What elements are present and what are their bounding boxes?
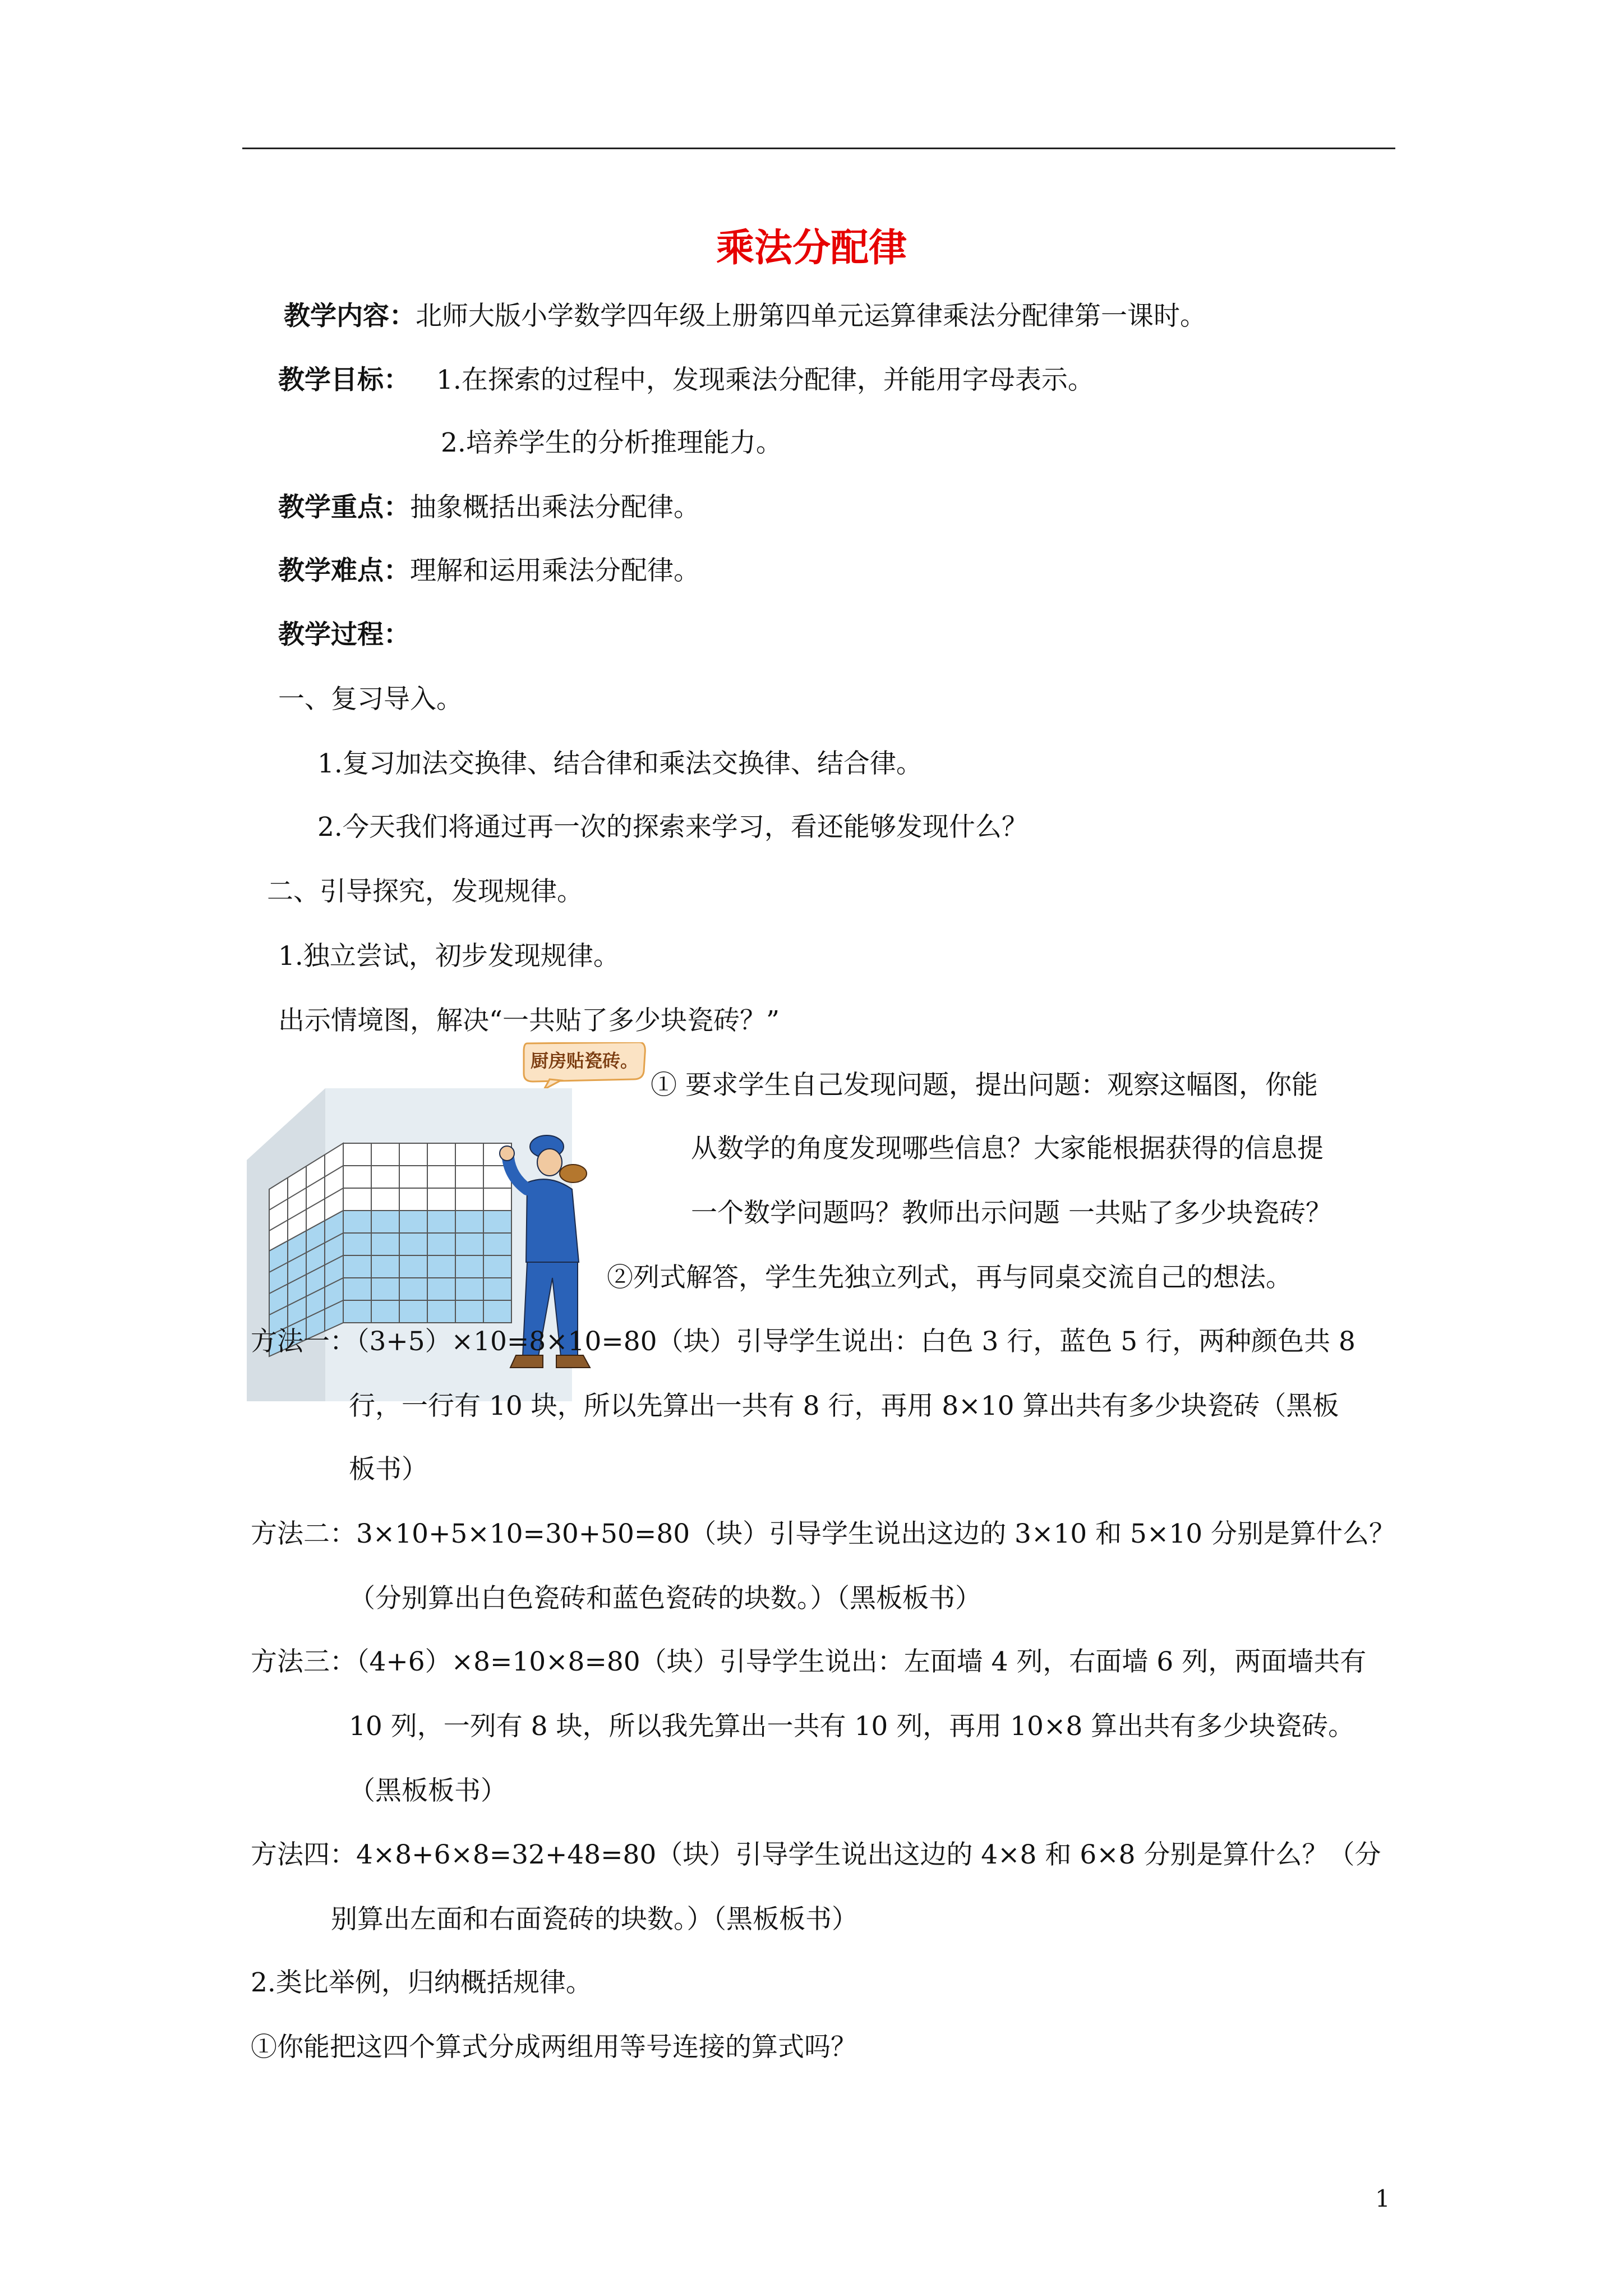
caption-text: 厨房贴瓷砖。 [530,1050,639,1071]
section1-heading: 一、复习导入。 [278,684,463,715]
teaching-content-label: 教学内容： [284,301,416,332]
page-title: 乘法分配律 [716,226,907,270]
process-label: 教学过程： [278,619,410,650]
key-point [278,491,700,524]
instruction-1-line-1: ① 要求学生自己发现问题，提出问题：观察这幅图，你能 [651,1070,1318,1101]
section2-sub2: 2.类比举例，归纳概括规律。 [251,1967,592,1998]
method-2-line-1: 方法二：3×10+5×10=30+50=80（块）引导学生说出这边的 3×10 和 5×10 分别是算什么？ [251,1519,1396,1549]
header-rule [242,148,1395,149]
objective-2: 2.培养学生的分析推理能力。 [441,427,782,458]
instruction-1-line-2: 从数学的角度发现哪些信息？大家能根据获得的信息提 [691,1133,1324,1164]
question-1: ①你能把这四个算式分成两组用等号连接的算式吗？ [251,2032,857,2063]
teaching-objectives [278,364,1094,397]
section2-sub1: 1.独立尝试，初步发现规律。 [278,941,620,972]
difficulty-label: 教学难点： [278,555,410,586]
method-1-line-1: 方法一：（3+5）×10=8×10=80（块）引导学生说出：白色 3 行，蓝色 5 行，两种颜色共 8 [251,1326,1355,1357]
scene-prompt: 出示情境图，解决“一共贴了多少块瓷砖？” [278,1005,780,1036]
method-4-line-1: 方法四：4×8+6×8=32+48=80（块）引导学生说出这边的 4×8 和 6×8 分别是算什么？（分 [251,1839,1381,1870]
key-point-text: 抽象概括出乘法分配律。 [410,492,700,523]
method-3-line-1: 方法三：（4+6）×8=10×8=80（块）引导学生说出：左面墙 4 列，右面墙 6 列，两面墙共有 [251,1646,1367,1677]
teaching-content [284,300,1206,333]
instruction-1-line-3: 一个数学问题吗？教师出示问题 一共贴了多少块瓷砖？ [691,1198,1332,1228]
teaching-content-text: 北师大版小学数学四年级上册第四单元运算律乘法分配律第一课时。 [416,301,1206,332]
method-1-line-3: 板书） [349,1454,428,1485]
key-point-label: 教学重点： [278,492,410,523]
caption-bubble [524,1042,645,1089]
section1-item-1: 1.复习加法交换律、结合律和乘法交换律、结合律。 [317,748,923,779]
method-2-line-2: （分别算出白色瓷砖和蓝色瓷砖的块数。）（黑板板书） [349,1583,981,1614]
section1-item-2: 2.今天我们将通过再一次的探索来学习，看还能够发现什么？ [317,812,1028,843]
right-wall-tiles [343,1143,511,1323]
teaching-objectives-label: 教学目标： [278,365,410,395]
method-1-line-2: 行，一行有 10 块，所以先算出一共有 8 行，再用 8×10 算出共有多少块瓷砖（黑板 [349,1391,1339,1421]
page-number: 1 [1375,2185,1390,2212]
difficulty-text: 理解和运用乘法分配律。 [410,555,700,586]
section2-heading: 二、引导探究，发现规律。 [267,876,583,907]
objective-1: 1.在探索的过程中，发现乘法分配律，并能用字母表示。 [436,365,1094,395]
method-4-line-2: 别算出左面和右面瓷砖的块数。）（黑板板书） [331,1904,858,1935]
method-3-line-3: （黑板板书） [349,1775,507,1806]
method-3-line-2: 10 列，一列有 8 块，所以我先算出一共有 10 列，再用 10×8 算出共有多少块瓷砖。 [349,1711,1355,1742]
difficulty [278,554,700,588]
instruction-2: ②列式解答，学生先独立列式，再与同桌交流自己的想法。 [607,1262,1292,1293]
